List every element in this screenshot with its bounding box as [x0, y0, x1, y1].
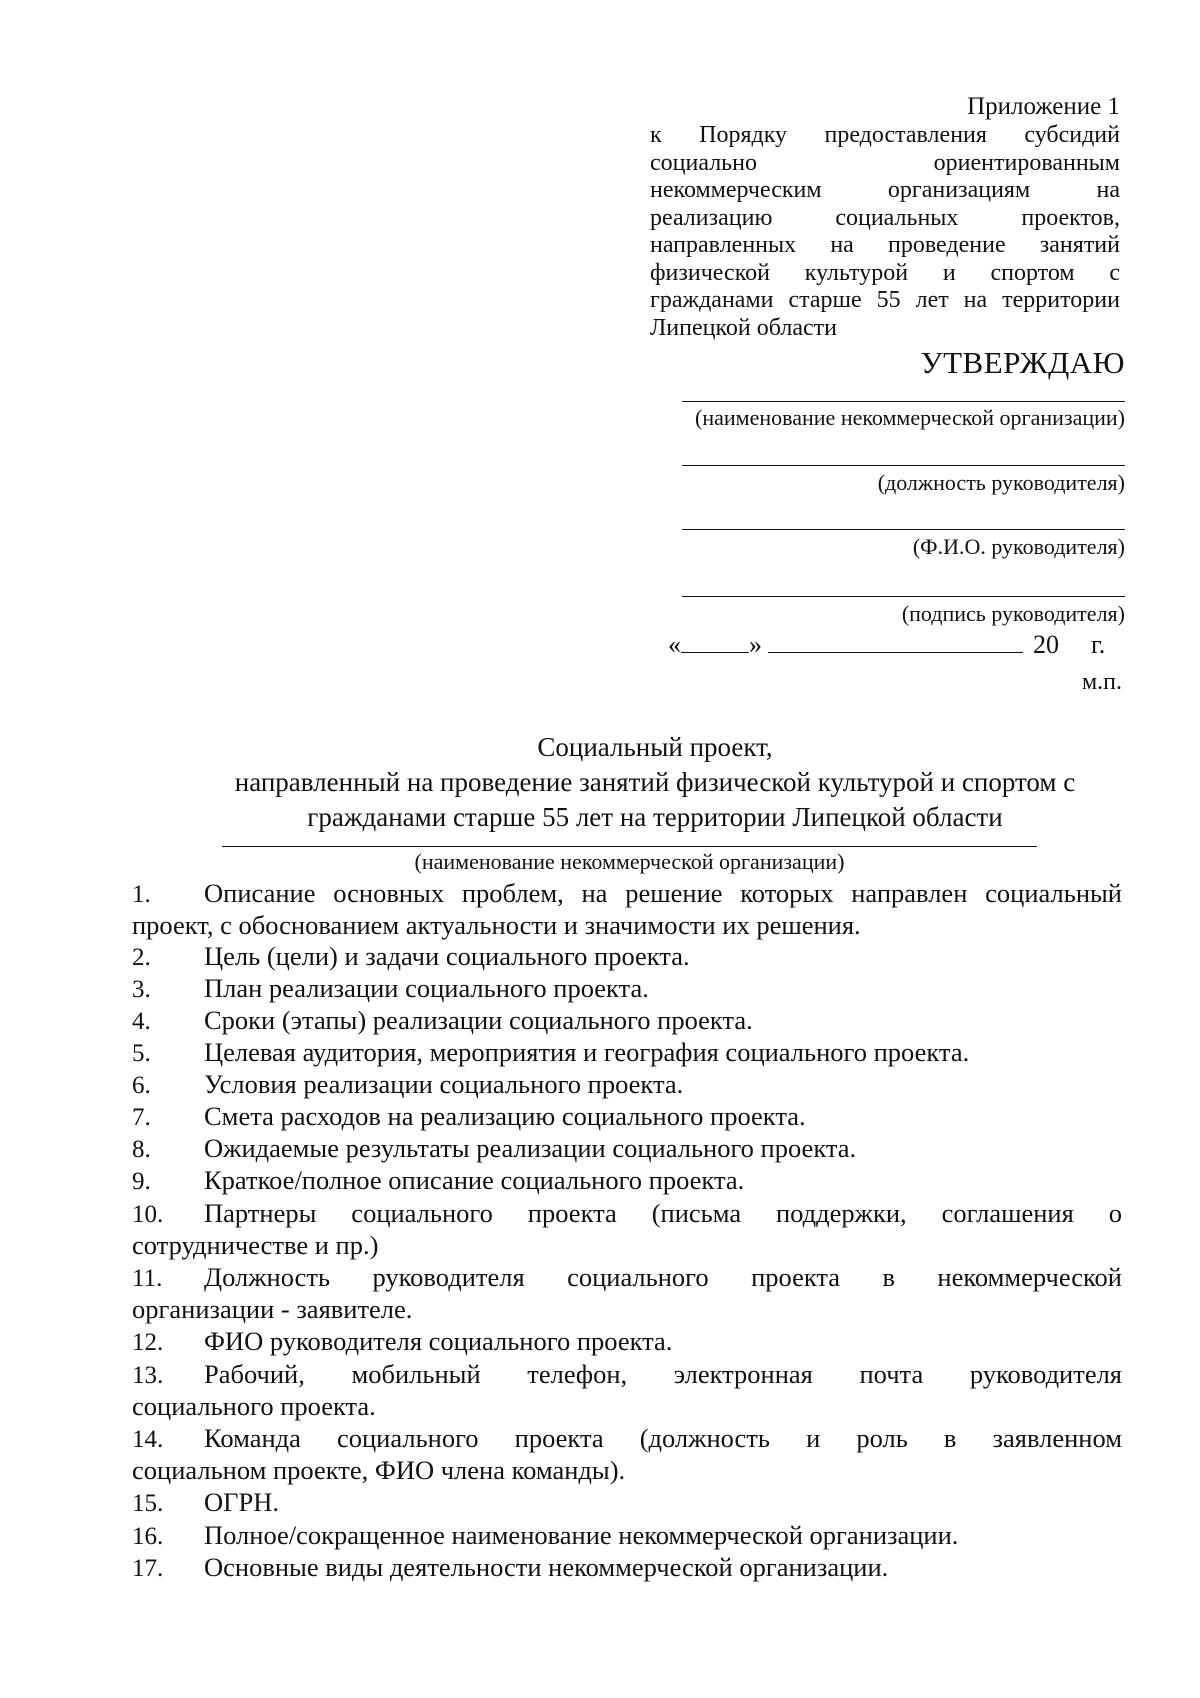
date-month-blank — [768, 630, 1023, 653]
head-position-caption: (должность руководителя) — [877, 470, 1125, 495]
list-item — [132, 1359, 1122, 1422]
head-name-line — [682, 529, 1125, 530]
item-text: ОГРН. — [204, 1487, 279, 1517]
item-text-continuation: социального проекта. — [132, 1391, 376, 1421]
item-text: Сроки (этапы) реализации социального проекта. — [204, 1005, 753, 1035]
project-title-line-3: гражданами старше 55 лет на территории Липецкой области — [307, 802, 1003, 832]
list-item — [132, 878, 1122, 941]
item-number: 3. — [132, 976, 151, 1003]
project-title-line-1: Социальный проект, — [537, 732, 773, 762]
item-number: 16. — [132, 1523, 164, 1550]
item-text: Смета расходов на реализацию социального проекта. — [204, 1101, 806, 1131]
list-item — [132, 1326, 1122, 1358]
item-number: 7. — [132, 1104, 151, 1131]
list-item — [132, 1262, 1122, 1325]
item-text-continuation: проект, с обоснованием актуальности и значимости их решения. — [132, 910, 861, 940]
list-item — [132, 1037, 1122, 1069]
item-number: 2. — [132, 944, 151, 971]
item-text: ФИО руководителя социального проекта. — [204, 1326, 673, 1356]
list-item — [132, 1520, 1122, 1552]
list-item — [132, 1133, 1122, 1165]
item-number: 8. — [132, 1136, 151, 1163]
item-number: 15. — [132, 1490, 164, 1517]
item-text: Должность руководителя социального проекта в некоммерческой — [204, 1262, 1122, 1292]
date-year-prefix: 20 — [1033, 630, 1059, 659]
list-item — [132, 1101, 1122, 1133]
item-number: 4. — [132, 1008, 151, 1035]
date-close-quote: » — [749, 630, 762, 659]
item-text: Команда социального проекта (должность и роль в заявленном — [204, 1423, 1122, 1453]
approval-date — [668, 630, 1123, 660]
item-text: План реализации социального проекта. — [204, 973, 649, 1003]
item-number: 12. — [132, 1329, 164, 1356]
item-text-continuation: сотрудничестве и пр.) — [132, 1230, 379, 1260]
item-text-continuation: организации - заявителе. — [132, 1294, 413, 1324]
list-item — [132, 1005, 1122, 1037]
org-name-line — [682, 401, 1125, 402]
item-text: Рабочий, мобильный телефон, электронная почта руководителя — [204, 1359, 1122, 1389]
list-item — [132, 973, 1122, 1005]
project-org-line — [222, 846, 1037, 847]
date-open-quote: « — [668, 630, 681, 659]
item-number: 1. — [132, 881, 151, 908]
project-title — [190, 730, 1120, 835]
item-text: Краткое/полное описание социального проекта. — [204, 1165, 745, 1195]
item-text: Целевая аудитория, мероприятия и география социального проекта. — [204, 1037, 970, 1067]
appendix-text: к Порядку предоставления субсидий социально ориентированным некоммерческим организациям на реализацию социальных проектов, направленных на проведение занятий физической культурой и спортом с гражданами старше 55 лет на территории Липецкой области — [650, 122, 1120, 341]
list-item — [132, 1165, 1122, 1197]
list-item — [132, 1552, 1122, 1584]
list-item — [132, 1487, 1122, 1519]
approval-block — [640, 345, 1125, 627]
project-org-caption: (наименование некоммерческой организации) — [414, 849, 845, 874]
list-item — [132, 941, 1122, 973]
project-title-line-2: направленный на проведение занятий физической культурой и спортом с — [234, 767, 1076, 797]
head-name-caption: (Ф.И.О. руководителя) — [912, 534, 1125, 559]
item-number: 10. — [132, 1201, 164, 1228]
item-number: 13. — [132, 1362, 164, 1389]
item-number: 11. — [132, 1265, 163, 1292]
head-signature-line — [682, 596, 1125, 597]
item-text: Условия реализации социального проекта. — [204, 1069, 684, 1099]
org-name-caption: (наименование некоммерческой организации) — [695, 405, 1125, 430]
item-number: 5. — [132, 1040, 151, 1067]
seal-mark: м.п. — [1081, 669, 1122, 695]
head-position-line — [682, 465, 1125, 466]
item-number: 17. — [132, 1555, 164, 1582]
item-number: 14. — [132, 1426, 164, 1453]
requirements-list — [132, 878, 1122, 1584]
date-day-blank — [681, 630, 749, 653]
item-number: 9. — [132, 1168, 151, 1195]
item-text: Ожидаемые результаты реализации социального проекта. — [204, 1133, 857, 1163]
list-item — [132, 1198, 1122, 1261]
item-text: Цель (цели) и задачи социального проекта. — [204, 941, 690, 971]
appendix-header — [650, 92, 1120, 342]
appendix-title: Приложение 1 — [967, 93, 1120, 120]
item-number: 6. — [132, 1072, 151, 1099]
list-item — [132, 1069, 1122, 1101]
date-year-suffix: г. — [1091, 630, 1106, 659]
list-item — [132, 1423, 1122, 1486]
item-text-continuation: социальном проекте, ФИО члена команды). — [132, 1455, 626, 1485]
item-text: Полное/сокращенное наименование некоммерческой организации. — [204, 1520, 959, 1550]
item-text: Основные виды деятельности некоммерческой организации. — [204, 1552, 889, 1582]
item-text: Партнеры социального проекта (письма поддержки, соглашения о — [204, 1198, 1122, 1228]
item-text: Описание основных проблем, на решение которых направлен социальный — [204, 878, 1122, 908]
head-signature-caption: (подпись руководителя) — [901, 601, 1125, 626]
approval-title: УТВЕРЖДАЮ — [920, 345, 1125, 380]
